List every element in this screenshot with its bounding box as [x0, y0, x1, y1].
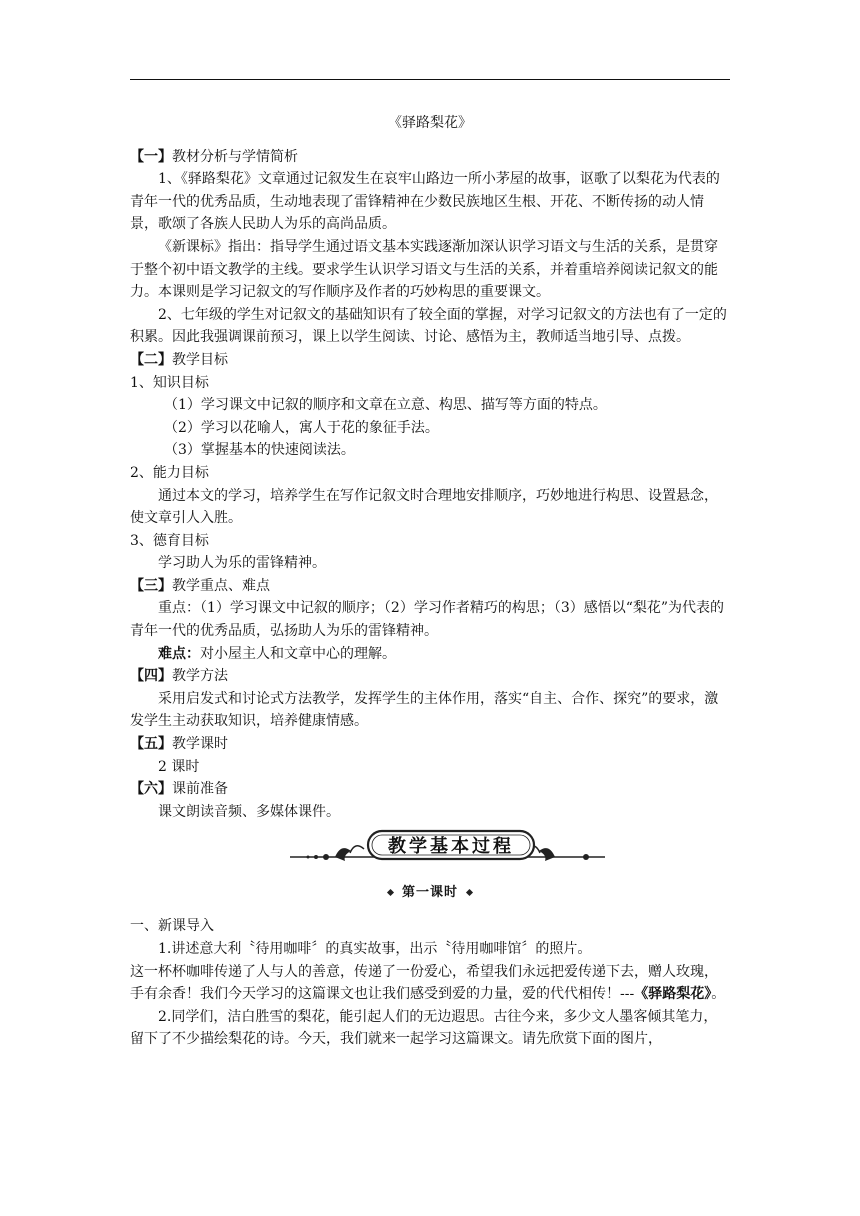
paragraph: 采用启发式和讨论式方法教学，发挥学生的主体作用，落实“自主、合作、探究”的要求，激发学生主动获取知识，培养健康情感。: [130, 690, 719, 730]
section-heading: 【一】教材分析与学情简析: [130, 148, 298, 165]
paragraph: 2、七年级的学生对记叙文的基础知识有了较全面的掌握，对学习记叙文的方法也有了一定的积累。因此我强调课前预习，课上以学生阅读、讨论、感悟为主，教师适当地引导、点拨。: [130, 306, 727, 346]
subheading: 3、德育目标: [130, 532, 209, 549]
paragraph: 2.同学们，洁白胜雪的梨花，能引起人们的无边遐思。古往今来，多少文人墨客倾其笔力，留下了不少描绘梨花的诗。今天，我们就来一起学习这篇课文。请先欣赏下面的图片，: [130, 1008, 718, 1048]
subheading: 2、能力目标: [130, 464, 209, 481]
lesson-label-text: 第一课时: [401, 885, 458, 901]
banner-text: 教学基本过程: [388, 836, 514, 858]
banner-graphic: [130, 827, 730, 867]
list-item: （2）学习以花喻人，寓人于花的象征手法。: [164, 419, 439, 436]
paragraph: 1.讲述意大利〝待用咖啡〞的真实故事，出示〝待用咖啡馆〞的照片。: [158, 941, 592, 957]
paragraph: 学习助人为乐的雷锋精神。: [158, 555, 326, 572]
document-title: 《驿路梨花》: [388, 115, 472, 131]
list-item: （1）学习课文中记叙的顺序和文章在立意、构思、描写等方面的特点。: [164, 397, 607, 414]
paragraph: 2 课时: [158, 758, 200, 775]
section-heading: 【三】教学重点、难点: [130, 577, 270, 594]
paragraph: 1、《驿路梨花》文章通过记叙发生在哀牢山路边一所小茅屋的故事，讴歌了以梨花为代表的青年一代的优秀品质，生动地表现了雷锋精神在少数民族地区生根、开花、不断传扬的动人情景，歌颂了各族人民助人为乐的高尚品质。: [130, 171, 720, 233]
diamond-icon: [387, 889, 394, 896]
section-heading: 【五】教学课时: [130, 736, 228, 753]
section-heading: 一、新课导入: [130, 918, 214, 935]
section-heading: 【四】教学方法: [130, 668, 228, 685]
list-item: （3）掌握基本的快速阅读法。: [164, 442, 355, 459]
paragraph: 通过本文的学习，培养学生在写作记叙文时合理地安排顺序，巧妙地进行构思、设置悬念，使文章引人入胜。: [130, 487, 718, 527]
header-rule: [130, 79, 730, 80]
subheading: 1、知识目标: [130, 374, 209, 391]
paragraph: 《新课标》指出：指导学生通过语文基本实践逐渐加深认识学习语文与生活的关系，是贯穿于整个初中语文教学的主线。要求学生认识学习语文与生活的关系，并着重培养阅读记叙文的能力。本课则是学习记叙文的写作顺序及作者的巧妙构思的重要课文。: [130, 238, 718, 301]
lesson-label: [130, 881, 730, 899]
paragraph: 课文朗读音频、多媒体课件。: [158, 803, 340, 820]
section-heading: 【二】教学目标: [130, 351, 228, 368]
paragraph: 难点：对小屋主人和文章中心的理解。: [158, 645, 396, 662]
paragraph: 这一杯杯咖啡传递了人与人的善意，传递了一份爱心，希望我们永远把爱传递下去，赠人玫瑰，手有余香！我们今天学习的这篇课文也让我们感受到爱的力量，爱的代代相传！---《驿路梨花》。: [130, 963, 726, 1003]
process-banner: [130, 827, 730, 867]
document-body: [130, 112, 730, 1051]
section-heading: 【六】课前准备: [130, 781, 228, 798]
diamond-icon: [466, 889, 473, 896]
paragraph: 重点：（1）学习课文中记叙的顺序；（2）学习作者精巧的构思；（3）感悟以“梨花”为代表的青年一代的优秀品质，弘扬助人为乐的雷锋精神。: [130, 600, 725, 640]
